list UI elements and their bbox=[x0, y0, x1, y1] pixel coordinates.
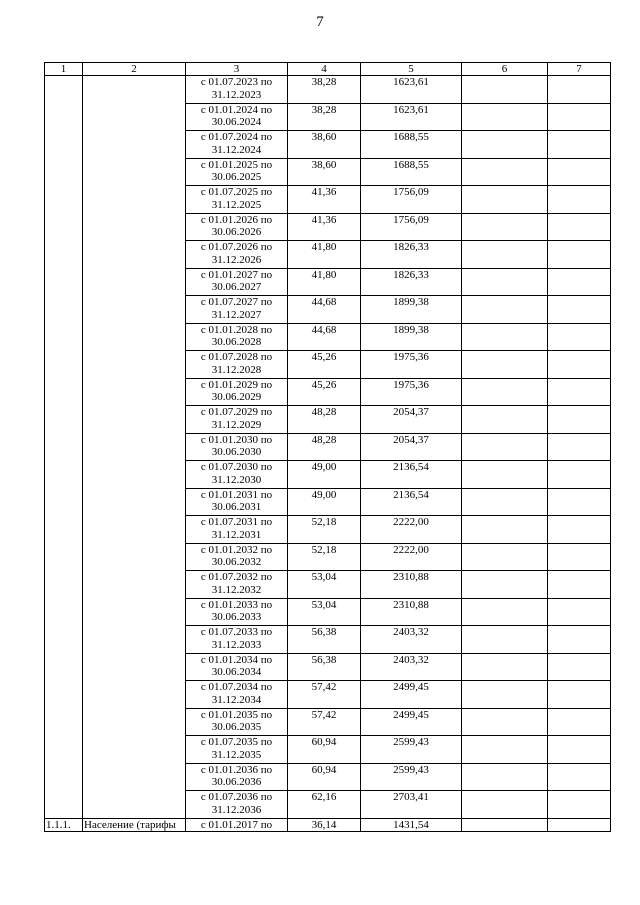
empty-col6 bbox=[462, 818, 548, 832]
value-col4: 56,38 bbox=[288, 626, 361, 654]
value-col4: 57,42 bbox=[288, 681, 361, 709]
table-body bbox=[45, 63, 611, 832]
empty-col7 bbox=[548, 791, 611, 819]
period-from: с 01.01.2033 по bbox=[200, 598, 273, 611]
empty-col7 bbox=[548, 516, 611, 544]
period-from: с 01.07.2023 по bbox=[200, 76, 273, 88]
value-col5: 1756,09 bbox=[361, 213, 462, 241]
value-col5: 2136,54 bbox=[361, 488, 462, 516]
period-from: с 01.01.2028 по bbox=[200, 323, 273, 336]
empty-col6 bbox=[462, 186, 548, 214]
last-row-num: 1.1.1. bbox=[45, 818, 83, 832]
empty-col6 bbox=[462, 323, 548, 351]
period-to: 31.12.2025 bbox=[211, 198, 262, 211]
period-cell bbox=[186, 433, 288, 461]
value-col5: 2403,32 bbox=[361, 626, 462, 654]
tariff-table bbox=[44, 62, 611, 832]
column-header: 1 bbox=[45, 63, 83, 76]
column-header: 7 bbox=[548, 63, 611, 76]
empty-col6 bbox=[462, 626, 548, 654]
value-col5: 1623,61 bbox=[361, 76, 462, 104]
empty-col7 bbox=[548, 213, 611, 241]
period-cell bbox=[186, 241, 288, 269]
empty-col7 bbox=[548, 351, 611, 379]
value-col4: 53,04 bbox=[288, 598, 361, 626]
period-cell bbox=[186, 543, 288, 571]
period-cell bbox=[186, 461, 288, 489]
value-col4: 44,68 bbox=[288, 323, 361, 351]
period-cell bbox=[186, 76, 288, 104]
value-col4: 52,18 bbox=[288, 543, 361, 571]
period-from: с 01.07.2029 по bbox=[200, 406, 273, 418]
period-to: 31.12.2034 bbox=[211, 693, 262, 706]
empty-col7 bbox=[548, 681, 611, 709]
value-col5: 1756,09 bbox=[361, 186, 462, 214]
period-to: 31.12.2031 bbox=[211, 528, 262, 541]
value-col5: 1826,33 bbox=[361, 241, 462, 269]
empty-col6 bbox=[462, 296, 548, 324]
period-cell bbox=[186, 598, 288, 626]
period-cell bbox=[186, 571, 288, 599]
empty-col6 bbox=[462, 351, 548, 379]
period-cell bbox=[186, 791, 288, 819]
value-col5: 2499,45 bbox=[361, 681, 462, 709]
value-col4: 38,60 bbox=[288, 158, 361, 186]
value-col4: 53,04 bbox=[288, 571, 361, 599]
period-to: 31.12.2024 bbox=[211, 143, 262, 156]
period-to: 30.06.2028 bbox=[211, 336, 262, 348]
value-col4: 41,36 bbox=[288, 213, 361, 241]
empty-col6 bbox=[462, 378, 548, 406]
empty-col6 bbox=[462, 268, 548, 296]
period-from: с 01.07.2035 по bbox=[200, 736, 273, 748]
period-to: 30.06.2025 bbox=[211, 171, 262, 183]
empty-col6 bbox=[462, 543, 548, 571]
empty-col7 bbox=[548, 763, 611, 791]
empty-col7 bbox=[548, 571, 611, 599]
empty-col6 bbox=[462, 681, 548, 709]
period-to: 30.06.2033 bbox=[211, 611, 262, 623]
period-from: с 01.01.2032 по bbox=[200, 543, 273, 556]
period-cell bbox=[186, 488, 288, 516]
empty-col6 bbox=[462, 461, 548, 489]
last-row-period: с 01.01.2017 по bbox=[186, 818, 288, 832]
period-cell bbox=[186, 268, 288, 296]
empty-col7 bbox=[548, 488, 611, 516]
period-to: 30.06.2034 bbox=[211, 666, 262, 678]
period-to: 31.12.2023 bbox=[211, 88, 262, 101]
value-col5: 1899,38 bbox=[361, 323, 462, 351]
value-col5: 2599,43 bbox=[361, 763, 462, 791]
empty-col6 bbox=[462, 433, 548, 461]
value-col5: 2222,00 bbox=[361, 543, 462, 571]
value-col4: 62,16 bbox=[288, 791, 361, 819]
empty-col6 bbox=[462, 791, 548, 819]
table-row-last bbox=[45, 818, 611, 832]
value-col5: 2136,54 bbox=[361, 461, 462, 489]
column-header: 4 bbox=[288, 63, 361, 76]
column-header: 5 bbox=[361, 63, 462, 76]
empty-col7 bbox=[548, 708, 611, 736]
empty-col7 bbox=[548, 268, 611, 296]
empty-col7 bbox=[548, 323, 611, 351]
last-row-value4: 36,14 bbox=[288, 818, 361, 832]
empty-col6 bbox=[462, 598, 548, 626]
value-col5: 2403,32 bbox=[361, 653, 462, 681]
period-from: с 01.07.2036 по bbox=[200, 791, 273, 803]
period-cell bbox=[186, 351, 288, 379]
row-name-cell bbox=[83, 76, 186, 819]
empty-col7 bbox=[548, 378, 611, 406]
last-row-name: Население (тарифы bbox=[83, 818, 186, 832]
row-number-cell bbox=[45, 76, 83, 819]
value-col5: 1688,55 bbox=[361, 131, 462, 159]
period-to: 30.06.2031 bbox=[211, 501, 262, 513]
table-row bbox=[45, 76, 611, 104]
period-from: с 01.07.2027 по bbox=[200, 296, 273, 308]
empty-col7 bbox=[548, 406, 611, 434]
period-to: 31.12.2029 bbox=[211, 418, 262, 431]
empty-col7 bbox=[548, 103, 611, 131]
empty-col6 bbox=[462, 488, 548, 516]
value-col4: 44,68 bbox=[288, 296, 361, 324]
period-cell bbox=[186, 763, 288, 791]
period-from: с 01.01.2036 по bbox=[200, 763, 273, 776]
value-col4: 60,94 bbox=[288, 736, 361, 764]
empty-col7 bbox=[548, 626, 611, 654]
page-number: 7 bbox=[316, 14, 324, 30]
period-to: 30.06.2035 bbox=[211, 721, 262, 733]
empty-col6 bbox=[462, 763, 548, 791]
empty-col6 bbox=[462, 406, 548, 434]
value-col4: 41,80 bbox=[288, 268, 361, 296]
value-col4: 38,28 bbox=[288, 103, 361, 131]
period-to: 30.06.2032 bbox=[211, 556, 262, 568]
empty-col7 bbox=[548, 598, 611, 626]
empty-col6 bbox=[462, 103, 548, 131]
period-from: с 01.07.2034 по bbox=[200, 681, 273, 693]
value-col5: 2599,43 bbox=[361, 736, 462, 764]
period-from: с 01.01.2026 по bbox=[200, 213, 273, 226]
period-from: с 01.07.2025 по bbox=[200, 186, 273, 198]
value-col5: 2310,88 bbox=[361, 571, 462, 599]
value-col5: 1623,61 bbox=[361, 103, 462, 131]
value-col4: 41,36 bbox=[288, 186, 361, 214]
value-col5: 1688,55 bbox=[361, 158, 462, 186]
period-cell bbox=[186, 186, 288, 214]
period-from: с 01.01.2030 по bbox=[200, 433, 273, 446]
value-col4: 48,28 bbox=[288, 433, 361, 461]
period-from: с 01.07.2026 по bbox=[200, 241, 273, 253]
value-col4: 38,60 bbox=[288, 131, 361, 159]
period-to: 31.12.2035 bbox=[211, 748, 262, 761]
period-cell bbox=[186, 681, 288, 709]
column-header: 2 bbox=[83, 63, 186, 76]
period-to: 31.12.2028 bbox=[211, 363, 262, 376]
empty-col7 bbox=[548, 818, 611, 832]
period-cell bbox=[186, 406, 288, 434]
last-row-value5: 1431,54 bbox=[361, 818, 462, 832]
period-from: с 01.07.2031 по bbox=[200, 516, 273, 528]
empty-col6 bbox=[462, 158, 548, 186]
value-col5: 2054,37 bbox=[361, 406, 462, 434]
period-cell bbox=[186, 736, 288, 764]
period-cell bbox=[186, 103, 288, 131]
value-col4: 48,28 bbox=[288, 406, 361, 434]
period-cell bbox=[186, 323, 288, 351]
period-to: 31.12.2036 bbox=[211, 803, 262, 816]
period-from: с 01.01.2035 по bbox=[200, 708, 273, 721]
empty-col7 bbox=[548, 158, 611, 186]
period-to: 30.06.2026 bbox=[211, 226, 262, 238]
value-col4: 38,28 bbox=[288, 76, 361, 104]
empty-col7 bbox=[548, 131, 611, 159]
empty-col6 bbox=[462, 653, 548, 681]
empty-col7 bbox=[548, 653, 611, 681]
header-row bbox=[45, 63, 611, 76]
value-col5: 1975,36 bbox=[361, 351, 462, 379]
period-from: с 01.01.2024 по bbox=[200, 103, 273, 116]
value-col4: 41,80 bbox=[288, 241, 361, 269]
period-cell bbox=[186, 626, 288, 654]
value-col5: 1975,36 bbox=[361, 378, 462, 406]
period-cell bbox=[186, 378, 288, 406]
empty-col7 bbox=[548, 296, 611, 324]
period-cell bbox=[186, 516, 288, 544]
empty-col7 bbox=[548, 241, 611, 269]
value-col5: 2310,88 bbox=[361, 598, 462, 626]
period-from: с 01.07.2024 по bbox=[200, 131, 273, 143]
empty-col6 bbox=[462, 76, 548, 104]
empty-col6 bbox=[462, 571, 548, 599]
period-from: с 01.01.2027 по bbox=[200, 268, 273, 281]
value-col4: 52,18 bbox=[288, 516, 361, 544]
value-col5: 2222,00 bbox=[361, 516, 462, 544]
empty-col7 bbox=[548, 736, 611, 764]
period-from: с 01.01.2029 по bbox=[200, 378, 273, 391]
period-to: 31.12.2032 bbox=[211, 583, 262, 596]
value-col4: 56,38 bbox=[288, 653, 361, 681]
value-col5: 2054,37 bbox=[361, 433, 462, 461]
period-to: 31.12.2033 bbox=[211, 638, 262, 651]
value-col4: 49,00 bbox=[288, 461, 361, 489]
value-col4: 49,00 bbox=[288, 488, 361, 516]
period-cell bbox=[186, 213, 288, 241]
empty-col6 bbox=[462, 213, 548, 241]
period-from: с 01.07.2032 по bbox=[200, 571, 273, 583]
period-to: 31.12.2030 bbox=[211, 473, 262, 486]
value-col5: 2703,41 bbox=[361, 791, 462, 819]
period-to: 30.06.2029 bbox=[211, 391, 262, 403]
empty-col7 bbox=[548, 433, 611, 461]
empty-col6 bbox=[462, 708, 548, 736]
value-col4: 45,26 bbox=[288, 378, 361, 406]
period-cell bbox=[186, 131, 288, 159]
value-col5: 2499,45 bbox=[361, 708, 462, 736]
value-col4: 45,26 bbox=[288, 351, 361, 379]
period-cell bbox=[186, 708, 288, 736]
empty-col6 bbox=[462, 736, 548, 764]
period-from: с 01.01.2025 по bbox=[200, 158, 273, 171]
period-to: 30.06.2024 bbox=[211, 116, 262, 128]
period-from: с 01.07.2033 по bbox=[200, 626, 273, 638]
empty-col6 bbox=[462, 131, 548, 159]
period-cell bbox=[186, 296, 288, 324]
period-from: с 01.07.2028 по bbox=[200, 351, 273, 363]
empty-col6 bbox=[462, 241, 548, 269]
value-col4: 60,94 bbox=[288, 763, 361, 791]
period-to: 30.06.2027 bbox=[211, 281, 262, 293]
period-to: 31.12.2026 bbox=[211, 253, 262, 266]
period-cell bbox=[186, 653, 288, 681]
value-col4: 57,42 bbox=[288, 708, 361, 736]
period-from: с 01.07.2030 по bbox=[200, 461, 273, 473]
value-col5: 1899,38 bbox=[361, 296, 462, 324]
column-header: 3 bbox=[186, 63, 288, 76]
empty-col7 bbox=[548, 76, 611, 104]
period-cell bbox=[186, 158, 288, 186]
column-header: 6 bbox=[462, 63, 548, 76]
value-col5: 1826,33 bbox=[361, 268, 462, 296]
empty-col7 bbox=[548, 461, 611, 489]
period-to: 30.06.2030 bbox=[211, 446, 262, 458]
period-from: с 01.01.2031 по bbox=[200, 488, 273, 501]
period-to: 31.12.2027 bbox=[211, 308, 262, 321]
empty-col7 bbox=[548, 543, 611, 571]
period-to: 30.06.2036 bbox=[211, 776, 262, 788]
empty-col6 bbox=[462, 516, 548, 544]
period-from: с 01.01.2034 по bbox=[200, 653, 273, 666]
empty-col7 bbox=[548, 186, 611, 214]
